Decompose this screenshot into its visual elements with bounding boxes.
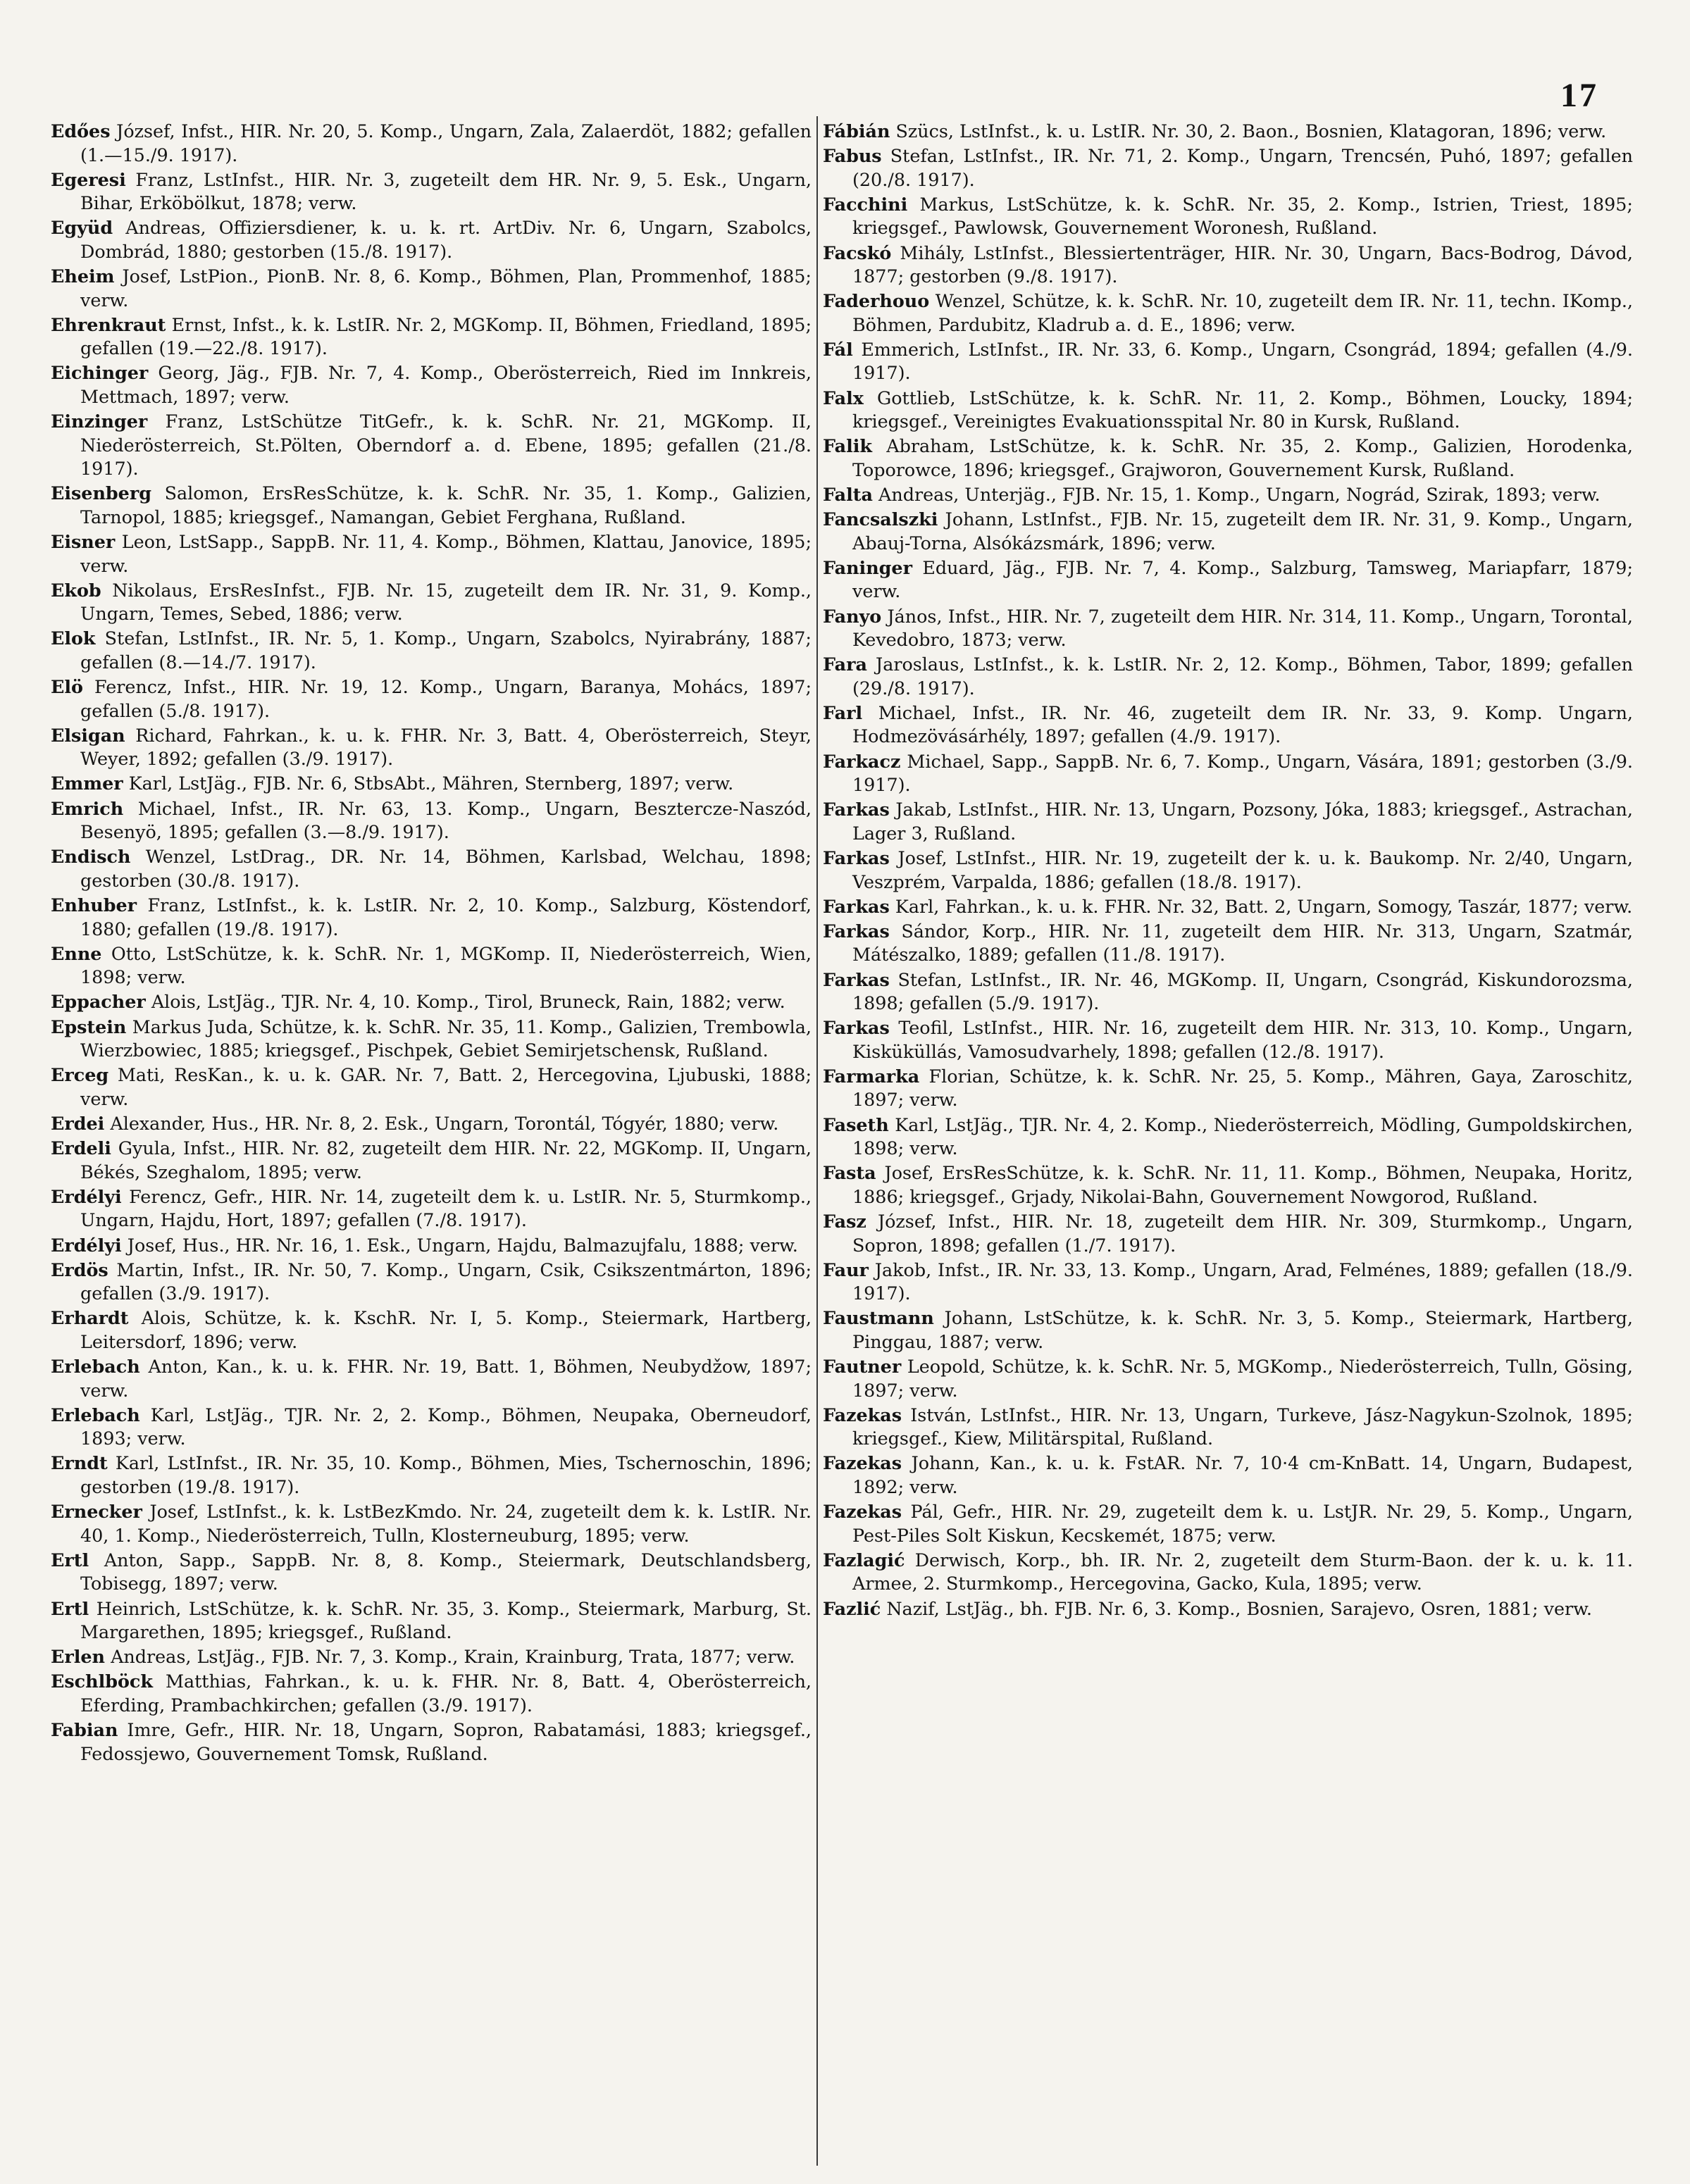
register-entry (823, 968, 1633, 1016)
entry-surname: Elsigan (51, 724, 125, 746)
entry-surname: Elö (51, 676, 83, 698)
register-entry (823, 193, 1633, 240)
entry-surname: Fabus (823, 145, 882, 167)
entry-details: Johann, Kan., k. u. k. FstAR. Nr. 7, 10·4 cm-KnBatt. 14, Ungarn, Budapest, 1892; verw. (852, 1452, 1633, 1497)
register-entry (823, 508, 1633, 555)
entry-surname: Fál (823, 338, 853, 360)
entry-details: József, Infst., HIR. Nr. 20, 5. Komp., Ungarn, Zala, Zalaerdöt, 1882; gefallen (1.—15./9. 1917). (80, 120, 812, 166)
entry-details: Josef, LstInfst., k. k. LstBezKmdo. Nr. 24, zugeteilt dem k. k. LstIR. Nr. 40, 1. Komp., Niederösterreich, Tulln, Klosterneuburg, 1895; verw. (80, 1501, 812, 1546)
register-entry (51, 1404, 812, 1451)
entry-surname: Faderhouo (823, 290, 930, 312)
register-entry (823, 338, 1633, 385)
entry-details: Gyula, Infst., HIR. Nr. 82, zugeteilt dem HIR. Nr. 22, MGKomp. II, Ungarn, Békés, Szeghalom, 1895; verw. (80, 1137, 812, 1183)
entry-surname: Endisch (51, 846, 131, 868)
register-entry (51, 265, 812, 312)
entry-details: Matthias, Fahrkan., k. u. k. FHR. Nr. 8, Batt. 4, Oberösterreich, Eferding, Prambachkirchen; gefallen (3./9. 1917). (80, 1671, 812, 1716)
entry-details: Josef, ErsResSchütze, k. k. SchR. Nr. 11, 11. Komp., Böhmen, Neupaka, Horitz, 1886; kriegsgef., Grjady, Nikolai-Bahn, Gouvernement Nowgorod, Rußland. (852, 1162, 1633, 1207)
entry-surname: Farl (823, 701, 863, 723)
register-entry (51, 1234, 812, 1258)
entry-details: Szücs, LstInfst., k. u. LstIR. Nr. 30, 2. Baon., Bosnien, Klatagoran, 1896; verw. (895, 120, 1607, 142)
register-entry (823, 920, 1633, 967)
entry-surname: Ekob (51, 579, 101, 601)
entry-surname: Erlebach (51, 1404, 140, 1425)
entry-details: Imre, Gefr., HIR. Nr. 18, Ungarn, Sopron, Rabatamási, 1883; kriegsgef., Fedossjewo, Gouvernement Tomsk, Rußland. (80, 1719, 812, 1764)
entry-details: Leon, LstSapp., SappB. Nr. 11, 4. Komp., Böhmen, Klattau, Janovice, 1895; verw. (80, 531, 812, 576)
register-entry (823, 750, 1633, 797)
register-entry (823, 1065, 1633, 1112)
entry-surname: Enhuber (51, 894, 137, 916)
register-entry (51, 1306, 812, 1354)
entry-surname: Facchini (823, 193, 908, 215)
entry-surname: Erhardt (51, 1307, 129, 1329)
entry-details: Martin, Infst., IR. Nr. 50, 7. Komp., Ungarn, Csik, Csikszentmárton, 1896; gefallen (3./9. 1917). (80, 1259, 812, 1304)
entry-details: József, Infst., HIR. Nr. 18, zugeteilt dem HIR. Nr. 309, Sturmkomp., Ungarn, Sopron, 1898; gefallen (1./7. 1917). (852, 1211, 1633, 1256)
entry-surname: Erdélyi (51, 1234, 122, 1256)
register-entry (51, 410, 812, 481)
entry-surname: Erdei (51, 1112, 105, 1134)
entry-surname: Edőes (51, 120, 111, 142)
entry-details: Nazif, LstJäg., bh. FJB. Nr. 6, 3. Komp., Bosnien, Sarajevo, Osren, 1881; verw. (886, 1597, 1592, 1619)
entry-details: Josef, LstPion., PionB. Nr. 8, 6. Komp., Böhmen, Plan, Prommenhof, 1885; verw. (80, 266, 812, 311)
register-entry (823, 1452, 1633, 1499)
entry-details: Josef, LstInfst., HIR. Nr. 19, zugeteilt der k. u. k. Baukomp. Nr. 2/40, Ungarn, Veszprém, Varpalda, 1886; gefallen (18./8. 1917). (852, 847, 1633, 892)
entry-details: Stefan, LstInfst., IR. Nr. 5, 1. Komp., Ungarn, Szabolcs, Nyirabrány, 1887; gefallen (8.—14./7. 1917). (80, 628, 812, 673)
register-entry (51, 990, 812, 1014)
entry-details: Johann, LstInfst., FJB. Nr. 15, zugeteilt dem IR. Nr. 31, 9. Komp., Ungarn, Abauj-Torna, Alsókázsmárk, 1896; verw. (852, 508, 1633, 554)
register-entry (51, 1452, 812, 1499)
entry-surname: Elok (51, 628, 96, 649)
register-entry (51, 1185, 812, 1233)
entry-details: Mihály, LstInfst., Blessiertenträger, HIR. Nr. 30, Ungarn, Bacs-Bodrog, Dávod, 1877; gestorben (9./8. 1917). (852, 242, 1633, 287)
right-column (823, 120, 1633, 2162)
entry-details: Markus, LstSchütze, k. k. SchR. Nr. 35, 2. Komp., Istrien, Triest, 1895; kriegsgef., Pawlowsk, Gouvernement Woronesh, Rußland. (852, 193, 1633, 239)
entry-details: Karl, LstJäg., TJR. Nr. 2, 2. Komp., Böhmen, Neupaka, Oberneudorf, 1893; verw. (80, 1404, 812, 1449)
register-entry (51, 724, 812, 771)
column-divider (816, 116, 818, 2166)
entry-details: Markus Juda, Schütze, k. k. SchR. Nr. 35, 11. Komp., Galizien, Trembowla, Wierzbowiec, 1885; kriegsgef., Pischpek, Gebiet Semirjetschensk, Rußland. (80, 1016, 812, 1061)
entry-surname: Erndt (51, 1452, 108, 1474)
entry-surname: Erdeli (51, 1137, 111, 1159)
register-entry (823, 895, 1633, 919)
entry-details: Ferencz, Infst., HIR. Nr. 19, 12. Komp., Ungarn, Baranya, Mohács, 1897; gefallen (5./8. 1917). (80, 676, 812, 721)
entry-surname: Faur (823, 1259, 869, 1280)
register-entry (51, 1016, 812, 1063)
entry-details: Otto, LstSchütze, k. k. SchR. Nr. 1, MGKomp. II, Niederösterreich, Wien, 1898; verw. (80, 942, 812, 988)
entry-surname: Eichinger (51, 362, 149, 384)
entry-surname: Farkas (823, 847, 890, 868)
entry-details: Franz, LstInfst., k. k. LstIR. Nr. 2, 10. Komp., Salzburg, Köstendorf, 1880; gefallen (19./8. 1917). (80, 894, 812, 940)
entry-details: Ferencz, Gefr., HIR. Nr. 14, zugeteilt dem k. u. LstIR. Nr. 5, Sturmkomp., Ungarn, Hajdu, Hort, 1897; gefallen (7./8. 1917). (80, 1185, 812, 1231)
entry-surname: Fazekas (823, 1452, 902, 1474)
register-entry (823, 605, 1633, 652)
entry-details: Wenzel, Schütze, k. k. SchR. Nr. 10, zugeteilt dem IR. Nr. 11, techn. IKomp., Böhmen, Pardubitz, Kladrub a. d. E., 1896; verw. (852, 290, 1633, 335)
entry-details: Leopold, Schütze, k. k. SchR. Nr. 5, MGKomp., Niederösterreich, Tulln, Gösing, 1897; verw. (852, 1356, 1633, 1401)
register-entry (51, 313, 812, 361)
register-entry (51, 168, 812, 216)
register-entry (51, 1137, 812, 1184)
entry-details: Jaroslaus, LstInfst., k. k. LstIR. Nr. 2, 12. Komp., Böhmen, Tabor, 1899; gefallen (29./8. 1917). (852, 654, 1633, 699)
entry-surname: Együd (51, 217, 113, 239)
entry-surname: Eisner (51, 531, 116, 552)
entry-details: Michael, Infst., IR. Nr. 63, 13. Komp., Ungarn, Besztercze-Naszód, Besenyö, 1895; gefallen (3.—8./9. 1917). (80, 797, 812, 843)
entry-surname: Farkas (823, 895, 890, 917)
register-entry (51, 579, 812, 626)
register-entry (51, 675, 812, 723)
entry-surname: Farkas (823, 799, 890, 820)
entry-surname: Farkas (823, 1017, 890, 1039)
register-entry (823, 1259, 1633, 1306)
entry-details: Karl, LstJäg., TJR. Nr. 4, 2. Komp., Niederösterreich, Mödling, Gumpoldskirchen, 1898; verw. (852, 1113, 1633, 1159)
entry-surname: Ertl (51, 1549, 89, 1571)
entry-surname: Fazlagić (823, 1549, 905, 1571)
register-entry (823, 1161, 1633, 1209)
entry-surname: Fanyo (823, 605, 882, 627)
entry-surname: Enne (51, 942, 102, 964)
entry-details: Johann, LstSchütze, k. k. SchR. Nr. 3, 5. Komp., Steiermark, Hartberg, Pinggau, 1887; verw. (852, 1307, 1633, 1352)
entry-details: Emmerich, LstInfst., IR. Nr. 33, 6. Komp., Ungarn, Csongrád, 1894; gefallen (4./9. 1917). (852, 338, 1633, 384)
entry-surname: Falta (823, 484, 873, 505)
register-entry (823, 847, 1633, 894)
entry-surname: Eheim (51, 266, 115, 287)
register-entry (51, 1259, 812, 1306)
entry-details: Abraham, LstSchütze, k. k. SchR. Nr. 35, 2. Komp., Galizien, Horodenka, Toporowce, 1896; kriegsgef., Grajworon, Gouvernement Kursk, Rußland. (852, 435, 1633, 480)
entry-details: Gottlieb, LstSchütze, k. k. SchR. Nr. 11, 2. Komp., Böhmen, Loucky, 1894; kriegsgef., Vereinigtes Evakuationsspital Nr. 80 in Kursk, Rußland. (852, 387, 1633, 432)
entry-surname: Facskó (823, 242, 892, 263)
entry-details: Eduard, Jäg., FJB. Nr. 7, 4. Komp., Salzburg, Tamsweg, Mariapfarr, 1879; verw. (852, 556, 1633, 602)
register-entry (51, 772, 812, 796)
entry-surname: Eisenberg (51, 482, 151, 504)
entry-surname: Eppacher (51, 991, 146, 1013)
entry-surname: Erdélyi (51, 1185, 122, 1207)
entry-details: Andreas, Unterjäg., FJB. Nr. 15, 1. Komp., Ungarn, Nográd, Szirak, 1893; verw. (878, 484, 1601, 505)
register-entry (51, 942, 812, 990)
entry-surname: Farmarka (823, 1065, 920, 1087)
entry-details: Mati, ResKan., k. u. k. GAR. Nr. 7, Batt. 2, Hercegovina, Ljubuski, 1888; verw. (80, 1064, 812, 1109)
register-entry (823, 1549, 1633, 1596)
entry-details: Stefan, LstInfst., IR. Nr. 71, 2. Komp., Ungarn, Trencsén, Puhó, 1897; gefallen (20./8. 1917). (852, 145, 1633, 190)
register-entry (823, 120, 1633, 144)
entry-details: Michael, Sapp., SappB. Nr. 6, 7. Komp., Ungarn, Vására, 1891; gestorben (3./9. 1917). (852, 750, 1633, 796)
entry-surname: Fazekas (823, 1404, 902, 1425)
entry-details: Nikolaus, ErsResInfst., FJB. Nr. 15, zugeteilt dem IR. Nr. 31, 9. Komp., Ungarn, Temes, Sebed, 1886; verw. (80, 579, 812, 625)
register-entry (51, 1670, 812, 1717)
register-entry (51, 361, 812, 408)
entry-details: Heinrich, LstSchütze, k. k. SchR. Nr. 35, 3. Komp., Steiermark, Marburg, St. Margarethen, 1895; kriegsgef., Rußland. (80, 1597, 812, 1642)
register-entry (823, 289, 1633, 337)
register-entry (823, 701, 1633, 749)
register-entry (823, 1210, 1633, 1257)
entry-surname: Emrich (51, 797, 124, 819)
entry-details: Pál, Gefr., HIR. Nr. 29, zugeteilt dem k. u. LstJR. Nr. 29, 5. Komp., Ungarn, Pest-Piles Solt Kiskun, Kecskemét, 1875; verw. (852, 1501, 1633, 1546)
left-column (51, 120, 812, 2162)
entry-details: Alois, Schütze, k. k. KschR. Nr. I, 5. Komp., Steiermark, Hartberg, Leitersdorf, 1896; verw. (80, 1307, 812, 1352)
register-entry (823, 1597, 1633, 1621)
entry-details: Stefan, LstInfst., IR. Nr. 46, MGKomp. II, Ungarn, Csongrád, Kiskundorozsma, 1898; gefallen (5./9. 1917). (852, 968, 1633, 1014)
register-entry (51, 797, 812, 844)
entry-surname: Ernecker (51, 1501, 142, 1523)
entry-surname: Fazekas (823, 1501, 902, 1523)
entry-details: Florian, Schütze, k. k. SchR. Nr. 25, 5. Komp., Mähren, Gaya, Zaroschitz, 1897; verw. (852, 1065, 1633, 1111)
entry-details: Georg, Jäg., FJB. Nr. 7, 4. Komp., Oberösterreich, Ried im Innkreis, Mettmach, 1897; verw. (80, 362, 812, 407)
register-entry (51, 1355, 812, 1402)
entry-details: Michael, Infst., IR. Nr. 46, zugeteilt dem IR. Nr. 33, 9. Komp. Ungarn, Hodmezövásárhély, 1897; gefallen (4./9. 1917). (852, 701, 1633, 747)
entry-surname: Farkacz (823, 750, 901, 772)
entry-details: István, LstInfst., HIR. Nr. 13, Ungarn, Turkeve, Jász-Nagykun-Szolnok, 1895; kriegsgef., Kiew, Militärspital, Rußland. (852, 1404, 1633, 1449)
entry-details: Wenzel, LstDrag., DR. Nr. 14, Böhmen, Karlsbad, Welchau, 1898; gestorben (30./8. 1917). (80, 846, 812, 891)
entry-surname: Epstein (51, 1016, 127, 1037)
entry-details: Andreas, Offiziersdiener, k. u. k. rt. ArtDiv. Nr. 6, Ungarn, Szabolcs, Dombrád, 1880; gestorben (15./8. 1917). (80, 217, 812, 262)
register-entry (51, 482, 812, 529)
entry-surname: Egeresi (51, 168, 126, 190)
register-entry (823, 1404, 1633, 1451)
register-entry (823, 1306, 1633, 1354)
entry-surname: Fabian (51, 1719, 118, 1741)
entry-details: Karl, LstJäg., FJB. Nr. 6, StbsAbt., Mähren, Sternberg, 1897; verw. (128, 773, 734, 794)
entry-details: Richard, Fahrkan., k. u. k. FHR. Nr. 3, Batt. 4, Oberösterreich, Steyr, Weyer, 1892; gefallen (3./9. 1917). (80, 724, 812, 770)
entry-details: Sándor, Korp., HIR. Nr. 11, zugeteilt dem HIR. Nr. 313, Ungarn, Szatmár, Mátészalko, 1889; gefallen (11./8. 1917). (852, 920, 1633, 966)
entry-surname: Fancsalszki (823, 508, 938, 530)
register-entry (823, 435, 1633, 482)
register-entry (51, 530, 812, 578)
register-entry (51, 1549, 812, 1596)
entry-surname: Emmer (51, 773, 123, 794)
register-entry (823, 1016, 1633, 1063)
entry-surname: Erdös (51, 1259, 108, 1280)
entry-details: Jakab, LstInfst., HIR. Nr. 13, Ungarn, Pozsony, Jóka, 1883; kriegsgef., Astrachan, Lager 3, Rußland. (852, 799, 1633, 844)
entry-details: Ernst, Infst., k. k. LstIR. Nr. 2, MGKomp. II, Böhmen, Friedland, 1895; gefallen (19.—22./8. 1917). (80, 313, 812, 359)
entry-surname: Erceg (51, 1064, 109, 1086)
entry-details: Karl, LstInfst., IR. Nr. 35, 10. Komp., Böhmen, Mies, Tschernoschin, 1896; gestorben (19./8. 1917). (80, 1452, 812, 1497)
register-entry (51, 1645, 812, 1669)
entry-details: Anton, Kan., k. u. k. FHR. Nr. 19, Batt. 1, Böhmen, Neubydžow, 1897; verw. (80, 1356, 812, 1401)
entry-surname: Fábián (823, 120, 890, 142)
entry-surname: Faustmann (823, 1307, 934, 1329)
entry-surname: Ehrenkraut (51, 313, 166, 335)
register-entry (823, 1500, 1633, 1547)
entry-surname: Falik (823, 435, 872, 457)
register-entry (51, 216, 812, 263)
entry-surname: Farkas (823, 968, 890, 990)
register-entry (51, 1718, 812, 1766)
entry-details: Franz, LstSchütze TitGefr., k. k. SchR. Nr. 21, MGKomp. II, Niederösterreich, St.Pölten, Oberndorf a. d. Ebene, 1895; gefallen (21./8. 1917). (80, 411, 812, 480)
entry-details: Salomon, ErsResSchütze, k. k. SchR. Nr. 35, 1. Komp., Galizien, Tarnopol, 1885; kriegsgef., Namangan, Gebiet Ferghana, Rußland. (80, 482, 812, 528)
page-number: 17 (1560, 77, 1598, 114)
entry-details: Karl, Fahrkan., k. u. k. FHR. Nr. 32, Batt. 2, Ungarn, Somogy, Taszár, 1877; verw. (895, 895, 1633, 917)
entry-details: Anton, Sapp., SappB. Nr. 8, 8. Komp., Steiermark, Deutschlandsberg, Tobisegg, 1897; verw. (80, 1549, 812, 1595)
entry-details: Alexander, Hus., HR. Nr. 8, 2. Esk., Ungarn, Torontál, Tógyér, 1880; verw. (110, 1112, 779, 1134)
entry-surname: Fasz (823, 1211, 866, 1232)
register-entry (51, 894, 812, 941)
entry-surname: Fara (823, 654, 867, 675)
entry-details: Derwisch, Korp., bh. IR. Nr. 2, zugeteilt dem Sturm-Baon. der k. u. k. 11. Armee, 2. Sturmkomp., Hercegovina, Gacko, Kula, 1895; verw. (852, 1549, 1633, 1595)
entry-details: Teofil, LstInfst., HIR. Nr. 16, zugeteilt dem HIR. Nr. 313, 10. Komp., Ungarn, Kisküküllás, Vamosudvarhely, 1898; gefallen (12./8. 1917). (852, 1017, 1633, 1062)
register-entry (51, 1112, 812, 1136)
entry-details: János, Infst., HIR. Nr. 7, zugeteilt dem HIR. Nr. 314, 11. Komp., Ungarn, Torontal, Kevedobro, 1873; verw. (852, 605, 1633, 651)
register-entry (51, 627, 812, 674)
entry-surname: Faseth (823, 1113, 889, 1135)
register-entry (51, 845, 812, 892)
register-entry (823, 653, 1633, 700)
entry-surname: Ertl (51, 1597, 89, 1619)
entry-surname: Eschlböck (51, 1671, 153, 1692)
register-entry (51, 1063, 812, 1111)
entry-surname: Falx (823, 387, 864, 408)
entry-surname: Fautner (823, 1356, 902, 1378)
entry-details: Alois, LstJäg., TJR. Nr. 4, 10. Komp., Tirol, Bruneck, Rain, 1882; verw. (151, 991, 785, 1013)
register-entry (51, 120, 812, 167)
entry-surname: Erlebach (51, 1356, 140, 1378)
entry-details: Andreas, LstJäg., FJB. Nr. 7, 3. Komp., Krain, Krainburg, Trata, 1877; verw. (111, 1646, 795, 1668)
entry-surname: Fazlić (823, 1597, 881, 1619)
entry-surname: Farkas (823, 920, 890, 942)
register-entry (51, 1597, 812, 1645)
register-entry (823, 387, 1633, 434)
entry-surname: Fasta (823, 1162, 876, 1184)
register-entry (823, 144, 1633, 192)
entry-details: Franz, LstInfst., HIR. Nr. 3, zugeteilt dem HR. Nr. 9, 5. Esk., Ungarn, Bihar, Erköbölkut, 1878; verw. (80, 168, 812, 214)
entry-surname: Einzinger (51, 411, 148, 432)
register-entry (823, 798, 1633, 845)
entry-details: Jakob, Infst., IR. Nr. 33, 13. Komp., Ungarn, Arad, Felménes, 1889; gefallen (18./9. 1917). (852, 1259, 1633, 1304)
entry-surname: Faninger (823, 556, 912, 578)
register-entry (823, 242, 1633, 289)
entry-details: Josef, Hus., HR. Nr. 16, 1. Esk., Ungarn, Hajdu, Balmazujfalu, 1888; verw. (127, 1234, 798, 1256)
register-entry (823, 1355, 1633, 1402)
entry-surname: Erlen (51, 1646, 105, 1668)
register-entry (823, 483, 1633, 507)
register-entry (823, 556, 1633, 604)
register-entry (51, 1500, 812, 1547)
register-entry (823, 1113, 1633, 1161)
